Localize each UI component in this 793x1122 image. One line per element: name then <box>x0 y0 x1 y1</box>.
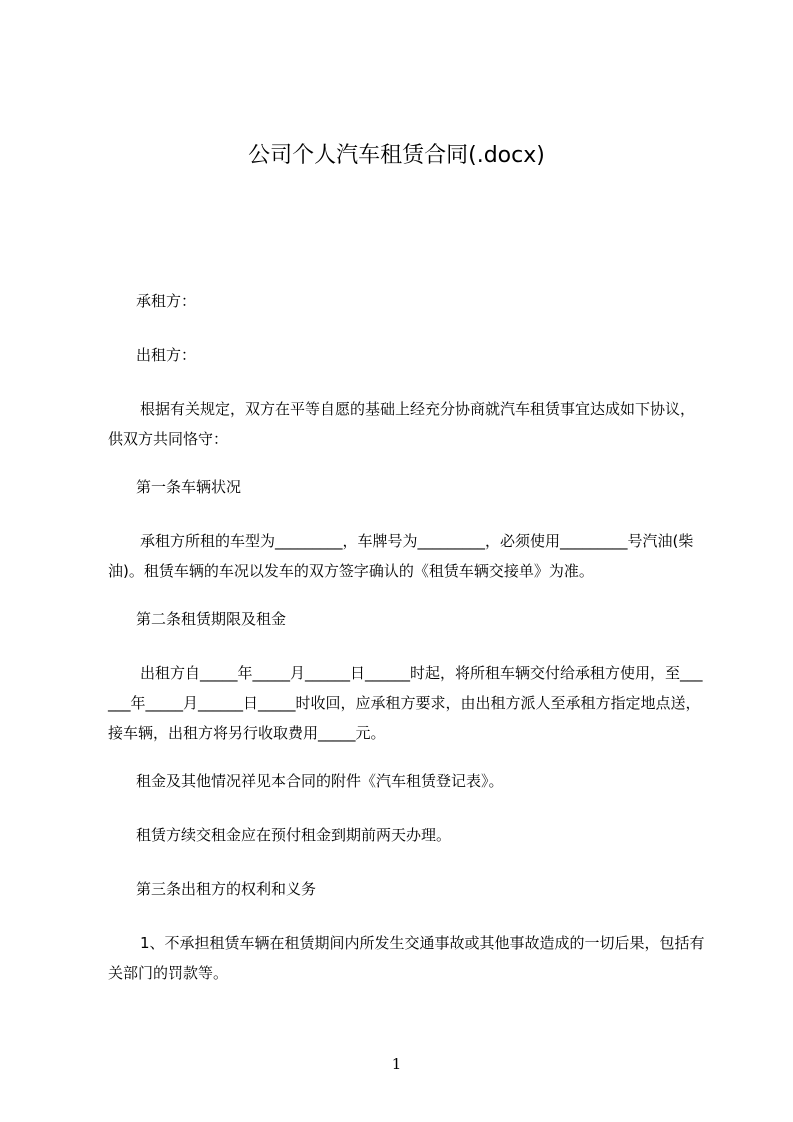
paragraph-lessee: 承租方： <box>136 292 197 310</box>
paragraph-rent-details: 租金及其他情况祥见本合同的附件《汽车租赁登记表》。 <box>136 772 504 790</box>
heading-article-1: 第一条车辆状况 <box>136 478 242 496</box>
paragraph-rent-renewal: 租赁方续交租金应在预付租金到期前两天办理。 <box>136 826 452 844</box>
page-number: 1 <box>391 1055 402 1073</box>
document-title: 公司个人汽车租赁合同(.docx) <box>248 143 545 168</box>
paragraph-vehicle-condition: 承租方所租的车型为_________，车牌号为_________，必须使用_________号汽油(柴油)。租赁车辆的车况以发车的双方签字确认的《租赁车辆交接单》为准。 <box>108 532 694 580</box>
paragraph-lease-term: 出租方自_____年_____月______日______时起，将所租车辆交付给承租方使用，至______年_____月______日_____时收回，应承租方要求，由出租方派人至承租方指定地点送，接车辆，出租方将另行收取费用_____元。 <box>108 664 703 742</box>
heading-article-2: 第二条租赁期限及租金 <box>136 610 287 628</box>
heading-article-3: 第三条出租方的权利和义务 <box>136 880 317 898</box>
paragraph-preamble: 根据有关规定，双方在平等自愿的基础上经充分协商就汽车租赁事宜达成如下协议，供双方共同恪守： <box>108 400 696 448</box>
paragraph-lessor-clause-1: 1、不承担租赁车辆在租赁期间内所发生交通事故或其他事故造成的一切后果，包括有关部门的罚款等。 <box>108 934 705 982</box>
paragraph-lessor: 出租方： <box>136 346 197 364</box>
